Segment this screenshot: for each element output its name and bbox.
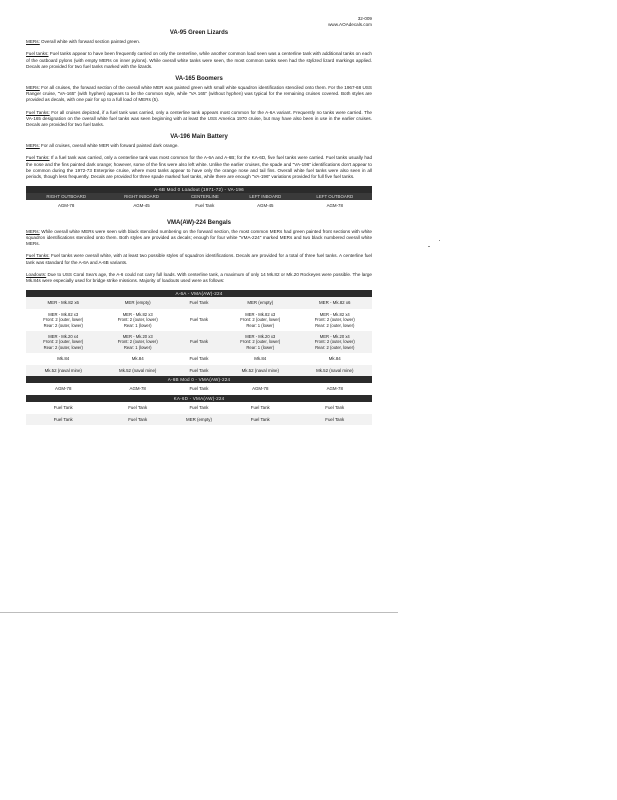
table-row: [26, 383, 372, 395]
loadout-table-vma224: [26, 290, 372, 425]
table-cell: Fuel Tank: [195, 203, 215, 209]
table-cell: AGM-78: [326, 386, 343, 392]
cell-line: Fuel Tank: [189, 339, 209, 345]
table-row: [26, 353, 372, 365]
table-row: [26, 297, 372, 309]
table-cell: Fuel Tank: [298, 414, 373, 426]
cell-line: Front: 2 (outer, lower): [117, 317, 158, 323]
paragraph-vma224-fuel: [26, 253, 372, 265]
table-cell: Mk.52 (naval mine): [298, 365, 373, 377]
table-cell: Fuel Tank: [189, 356, 209, 362]
paragraph-va95-mers: [26, 39, 372, 45]
table-cell: Mk.84: [131, 356, 144, 362]
table-cell: Fuel Tank: [128, 405, 148, 411]
cell-line: Rear: 2 (outer, lower): [315, 344, 355, 350]
cell-line: Front: 2 (outer, lower): [240, 339, 281, 345]
text-loadouts: Due to USS Coral Sea's age, the A-6 could not carry full loads. With centerline tank, a maximum of only 14 Mk.82 or Mk.20 Rockeyes were possible. The large Mk.84s were especially used for bridge strike missions. Majority of loadouts used were as follows:: [26, 271, 372, 284]
cell-line: Front: 2 (outer, lower): [117, 339, 158, 345]
text-fuel-tanks: Fuel tanks were overall white, with at least two possible styles of squadron identifications. Decals are provided for a total of three fuel tanks. A centerline fuel tank was standard for the A-6A and A-6B variants.: [26, 253, 372, 265]
table-row: [26, 309, 372, 331]
label-mers: MERs:: [26, 85, 40, 90]
table-row: [26, 331, 372, 353]
table-cell: AGM-78: [252, 386, 269, 392]
label-fuel-tanks: Fuel Tanks:: [26, 109, 50, 115]
table-banner-a6a: A-6A - VMA(AW)-224: [26, 290, 372, 297]
page-edge-divider: [0, 612, 398, 613]
paragraph-va165-mers: [26, 85, 372, 104]
text-mers: For all cruises, the forward section of the overall white MER was painted green with small white squadron identification stenciled onto them. For the 1967-68 USS Ranger cruise, "VA-165" (with hyphen) appears to be the common style, while "VA 165" (without hyphen) was typical for the remaining cruises covered. Both styles are provided as decals, with one pair for up to a full load of MERs (5).: [26, 85, 372, 103]
website-text: www.AOAdecals.com: [328, 21, 372, 27]
document-page: [26, 16, 372, 433]
table-cell: Fuel Tank: [175, 297, 223, 309]
paragraph-va196-fuel: [26, 155, 372, 180]
scan-speck: [428, 246, 430, 247]
cell-line: MER - Mk.82 x3: [245, 311, 276, 317]
table-cell: Fuel Tank: [189, 405, 209, 411]
table-cell: [175, 331, 223, 353]
table-cell: Mk.52 (naval mine): [223, 365, 297, 377]
cell-line: Front: 2 (outer, lower): [43, 317, 84, 323]
loadout-table-va196: [26, 186, 372, 212]
cell-line: Rear: 2 (outer, lower): [43, 322, 83, 328]
table-cell: [26, 331, 100, 353]
table-banner-a6b: A-6B Mod 0 - VMA(AW)-224: [26, 376, 372, 383]
column-header: RIGHT OUTBOARD: [26, 193, 106, 200]
cell-line: Fuel Tank: [189, 317, 209, 323]
table-cell: Mk.84: [254, 356, 267, 362]
paragraph-va165-fuel: [26, 110, 372, 129]
text-fuel-tanks: If a fuel tank was carried, only a centerline tank was most common for the A-6A and A-6B; for the KA-6D, five fuel tanks were carried. Fuel tanks usually had the nose and the fins painted dark orange; however, some of the fins were also left white. Unlike the earlier cruises, the spade and "VA-196" identifications don't appear to be common during the 1972-73 Enterprise cruise, where most tanks appear to have only the orange nose and tail fins. Overall white fuel tanks were also seen in all periods, though less frequently. Decals are provided for three spade marked fuel tanks, while there are enough "VA-196" variations provided for full five fuel tanks.: [26, 155, 373, 180]
table-cell: Fuel Tank: [250, 405, 270, 411]
table-banner-ka6d: KA-6D - VMA(AW)-224: [26, 395, 372, 402]
text-mers: Overall white with forward section painted green.: [39, 39, 141, 45]
cell-line: Rear: 1 (lower): [246, 344, 275, 350]
cell-line: Front: 2 (outer, lower): [314, 317, 355, 323]
cell-line: MER - Mk.20 x4: [319, 334, 350, 340]
table-row: [26, 200, 372, 212]
cell-line: MER - Mk.20 x3: [122, 334, 153, 340]
cell-line: Rear: 2 (outer, lower): [315, 322, 355, 328]
table-cell: Fuel Tank: [100, 414, 174, 426]
table-cell: Fuel Tank: [223, 414, 297, 426]
table-cell: Fuel Tank: [26, 414, 100, 426]
table-banner: A-6B Mod 0 Loadout (1971-72) - VA-196: [26, 186, 372, 193]
section-title-va196: VA-196 Main Battery: [170, 134, 228, 141]
label-loadouts: Loadouts:: [26, 271, 47, 277]
paragraph-vma224-mers: [26, 229, 372, 248]
cell-line: Front: 2 (outer, lower): [240, 317, 281, 323]
table-cell: Fuel Tank: [175, 365, 223, 377]
table-cell: [100, 331, 174, 353]
column-header: LEFT OUTBOARD: [298, 193, 372, 200]
paragraph-va95-fuel: [26, 51, 372, 70]
cell-line: Front: 2 (outer, lower): [314, 339, 355, 345]
label-fuel-tanks: Fuel Tanks:: [26, 253, 50, 259]
table-cell: MER - Mk.82 x6: [26, 297, 100, 309]
table-cell: Mk.84: [57, 356, 70, 362]
table-cell: AGM-45: [133, 203, 150, 209]
text-fuel-tanks: For all cruises depicted, if a fuel tank was carried, only a centerline tank appears most common for the A-6A variant. Frequently no tanks were carried. The VA-165 designation on the overall white fuel tanks was seen beginning with at least the USS America 1970 cruise, but may have also been in use in the earlier cruises. Decals are provided for two fuel tanks.: [26, 109, 372, 128]
cell-line: Rear: 2 (outer, lower): [43, 344, 83, 350]
table-cell: AGM-45: [257, 203, 274, 209]
text-fuel-tanks: Fuel tanks appear to have been frequently carried on only the centerline, while another common load seen was a centerline tank with additional tanks on each of the outboard pylons (with empty MERs on inner pylons). While overall white tanks were seen, the most common tanks seen had the stylized lizard markings applied. Decals are provided for two fuel tanks marked with the lizards.: [26, 51, 372, 69]
cell-line: Rear: 1 (lower): [123, 344, 152, 350]
cell-line: MER - Mk.20 x4: [48, 334, 79, 340]
table-cell: [26, 309, 100, 331]
table-cell: [100, 309, 174, 331]
section-title-va95: VA-95 Green Lizards: [169, 30, 229, 37]
label-fuel-tanks: Fuel Tanks:: [26, 155, 50, 161]
cell-line: MER - Mk.82 x4: [319, 311, 350, 317]
table-cell: MER (empty): [175, 414, 223, 426]
document-code: 32-009: [357, 16, 372, 21]
column-header: CENTERLINE: [177, 193, 233, 200]
table-cell: Mk.52 (naval mine): [100, 365, 174, 377]
cell-line: MER - Mk.82 x3: [122, 311, 153, 317]
table-cell: MER - Mk.82 x6: [298, 297, 373, 309]
page-header: [26, 16, 372, 27]
table-row: [26, 414, 372, 426]
column-header: RIGHT INBOARD: [106, 193, 176, 200]
table-cell: [298, 331, 373, 353]
label-fuel-tanks: Fuel tanks:: [26, 51, 49, 57]
section-title-va165: VA-165 Boomers: [175, 76, 223, 82]
column-header: LEFT INBOARD: [233, 193, 298, 200]
table-cell: Fuel Tank: [189, 386, 209, 392]
label-mers: MERs:: [26, 39, 40, 45]
table-row: [26, 365, 372, 377]
cell-line: MER - Mk.20 x3: [245, 334, 276, 340]
table-cell: MER (empty): [223, 297, 297, 309]
table-cell: [223, 331, 297, 353]
table-cell: [223, 309, 297, 331]
section-title-vma224: VMA(AW)-224 Bengals: [166, 219, 231, 226]
table-cell: Fuel Tank: [53, 405, 73, 411]
label-mers: MERs:: [26, 143, 40, 149]
table-cell: Fuel Tank: [325, 405, 345, 411]
table-cell: Mk.84: [328, 356, 341, 362]
cell-line: MER - Mk.82 x3: [48, 311, 79, 317]
table-cell: AGM-78: [129, 386, 146, 392]
table-cell: AGM-78: [57, 203, 75, 209]
table-cell: AGM-78: [55, 386, 72, 392]
scan-speck: [439, 240, 440, 241]
text-mers: While overall white MERs were seen with black stenciled numbering on the forward section, the most common MERs had green painted front sections with white squadron identifications stenciled onto them. Both styles are provided as decals; enough for four white "VMA-224" marked MERs and two black numbered overall white MERs.: [26, 228, 372, 247]
label-mers: MERs:: [26, 228, 40, 234]
table-cell: MER (empty): [100, 297, 174, 309]
cell-line: Rear: 1 (lower): [123, 322, 152, 328]
table-cell: AGM-78: [326, 203, 343, 209]
text-mers: For all cruises, overall white MER with forward painted dark orange.: [39, 143, 179, 149]
paragraph-va196-mers: [26, 143, 372, 149]
cell-line: Rear: 1 (lower): [246, 322, 275, 328]
cell-line: Front: 2 (outer, lower): [43, 339, 84, 345]
table-cell: [298, 309, 373, 331]
table-cell: [175, 309, 223, 331]
table-cell: Mk.52 (naval mine): [26, 365, 100, 377]
table-row: [26, 402, 372, 414]
paragraph-vma224-loadouts: [26, 272, 372, 284]
